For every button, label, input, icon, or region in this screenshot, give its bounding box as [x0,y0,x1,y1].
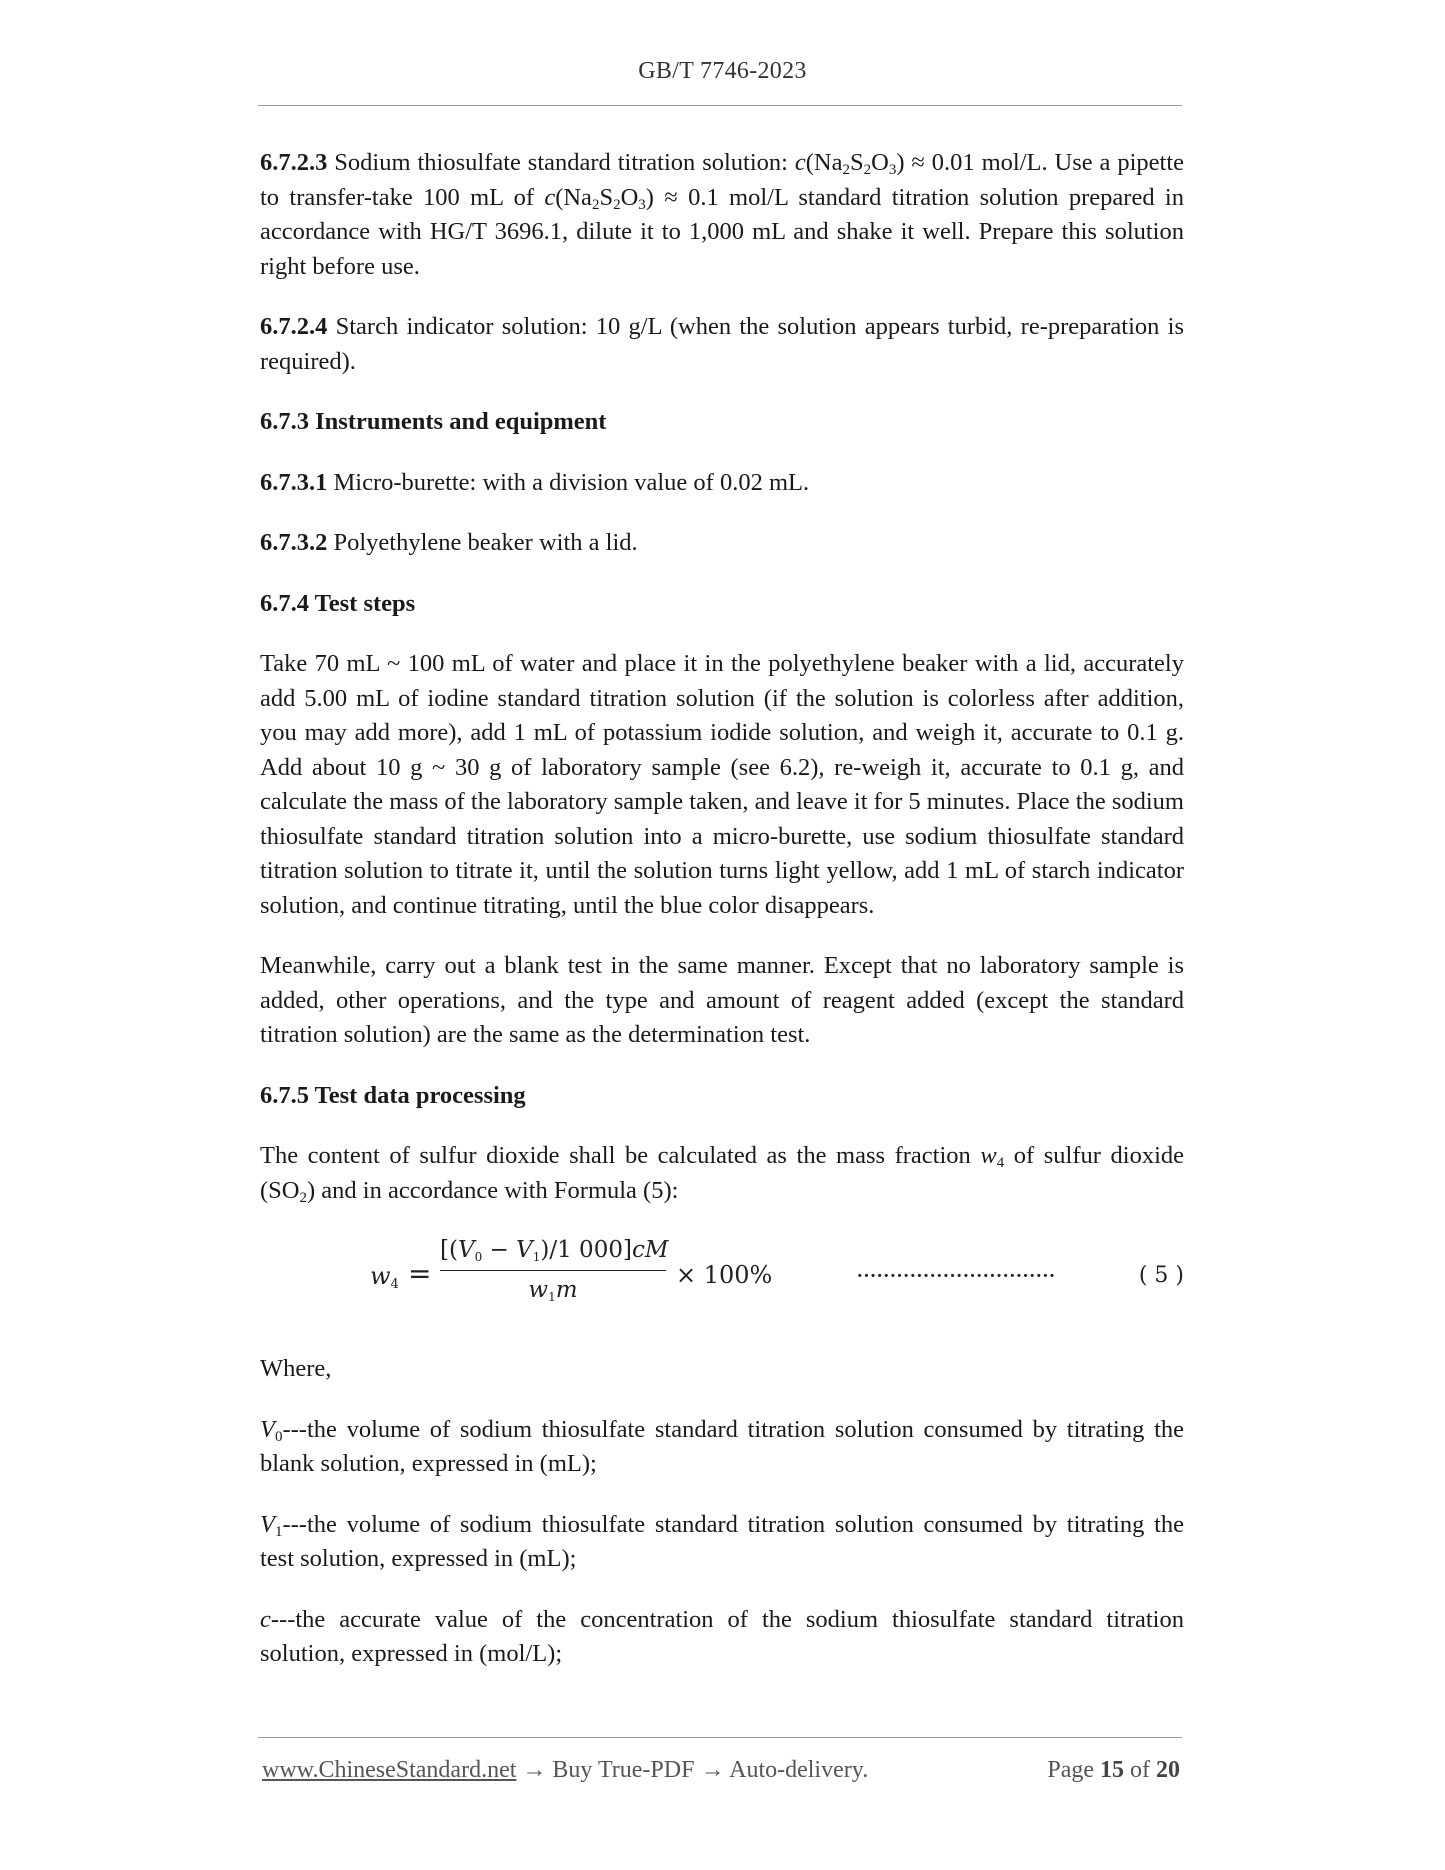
clause-6-7-2-3: 6.7.2.3 Sodium thiosulfate standard titration solution: $c(Na_2S_2O_3) \approx 0.01$ mol/L. Use a pipette to transfer-take 100 mL of $c(Na_2S_2O_3) \approx 0.1$ mol/L standard titration solution prepared in accordance with HG/T 3696.1, dilute it to 1,000 mL and shake it well. Prepare this solution right before use. [260,149,1184,280]
clause-6-7-2-4: 6.7.2.4 Starch indicator solution: 10 g/L (when the solution appears turbid, re-preparation is required). [260,313,1184,375]
calculation-intro: The content of sulfur dioxide shall be calculated as the mass fraction $w_4$ of sulfur dioxide $(SO_2)$ and in accordance with Formula (5): [260,1142,1184,1206]
heading-6-7-3: 6.7.3 Instruments and equipment [260,408,607,435]
header-divider [258,105,1182,106]
definition-v0: $V_0--$-the volume of sodium thiosulfate standard titration solution consumed by titrating the blank solution, expressed in (mL); [260,1415,1184,1477]
formula-fraction [440,1232,669,1305]
blank-test-paragraph: Meanwhile, carry out a blank test in the same manner. Except that no laboratory sample is added, other operations, and the type and amount of reagent added (except the standard titration solution) are the same as the determination test. [260,952,1184,1048]
heading-6-7-5: 6.7.5 Test data processing [260,1081,526,1109]
clause-number: 6.7.3.1 [260,468,328,496]
document-body [260,146,1184,1698]
website-link[interactable]: www.ChineseStandard.net [262,1757,517,1783]
clause-number: 6.7.2.3 [260,149,328,176]
formula-denominator: $w_1m$ [528,1277,578,1304]
document-header-title: GB/T 7746-2023 [638,58,807,84]
clause-number: 6.7.3.2 [260,529,328,556]
clause-6-7-3-1: 6.7.3.1 Micro-burette: with a division value of 0.02 mL. [260,468,810,496]
formula-equals: = [408,1257,432,1290]
var-c: c [794,149,806,176]
footer-promo-text: → Buy True-PDF → Auto-delivery. [516,1757,869,1783]
formula-leader-dots: ······························ [856,1262,1055,1290]
clause-6-7-3-2: 6.7.3.2 Polyethylene beaker with a lid. [260,529,638,556]
heading-6-7-4: 6.7.4 Test steps [260,589,416,617]
test-steps-paragraph: Take 70 mL ~ 100 mL of water and place it in the polyethylene beaker with a lid, accurately add 5.00 mL of iodine standard titration solution (if the solution is colorless after addition, you may add more), add 1 mL of potassium iodide solution, and weigh it, accurate to 0.1 g. Add about 10 g ~ 30 g of laboratory sample (see 6.2), re-weigh it, accurate to 0.1 g, and calculate the mass of the laboratory sample taken, and leave it for 5 minutes. Place the sodium thiosulfate standard titration solution into a micro-burette, use sodium thiosulfate standard titration solution to titrate it, until the solution turns light yellow, add 1 mL of starch indicator solution, and continue titrating, until the blue color disappears. [260,650,1184,919]
page-footer [262,1757,1182,1793]
where-label: Where, [260,1355,332,1382]
formula-numerator: [$(V_0 - V_1)/1$ 000]cM [440,1237,669,1264]
fraction-bar [440,1270,666,1271]
formula-5 [260,1232,1184,1328]
definition-c: c---the accurate value of the concentration of the sodium thiosulfate standard titration solution, expressed in (mol/L); [260,1605,1184,1667]
footer-divider [258,1737,1182,1738]
clause-number: 6.7.2.4 [260,313,328,340]
definition-v1: $V_1--$-the volume of sodium thiosulfate standard titration solution consumed by titrating the test solution, expressed in (mL); [260,1510,1184,1572]
footer-promo [262,1757,868,1784]
formula-times-100-percent: × 100% [676,1261,773,1289]
formula-lhs: $w_4$ [370,1262,399,1292]
formula-number: ( 5 ) [1138,1263,1184,1288]
page-number: Page 15 of 20 [1047,1757,1180,1783]
var-c: c [544,183,556,211]
